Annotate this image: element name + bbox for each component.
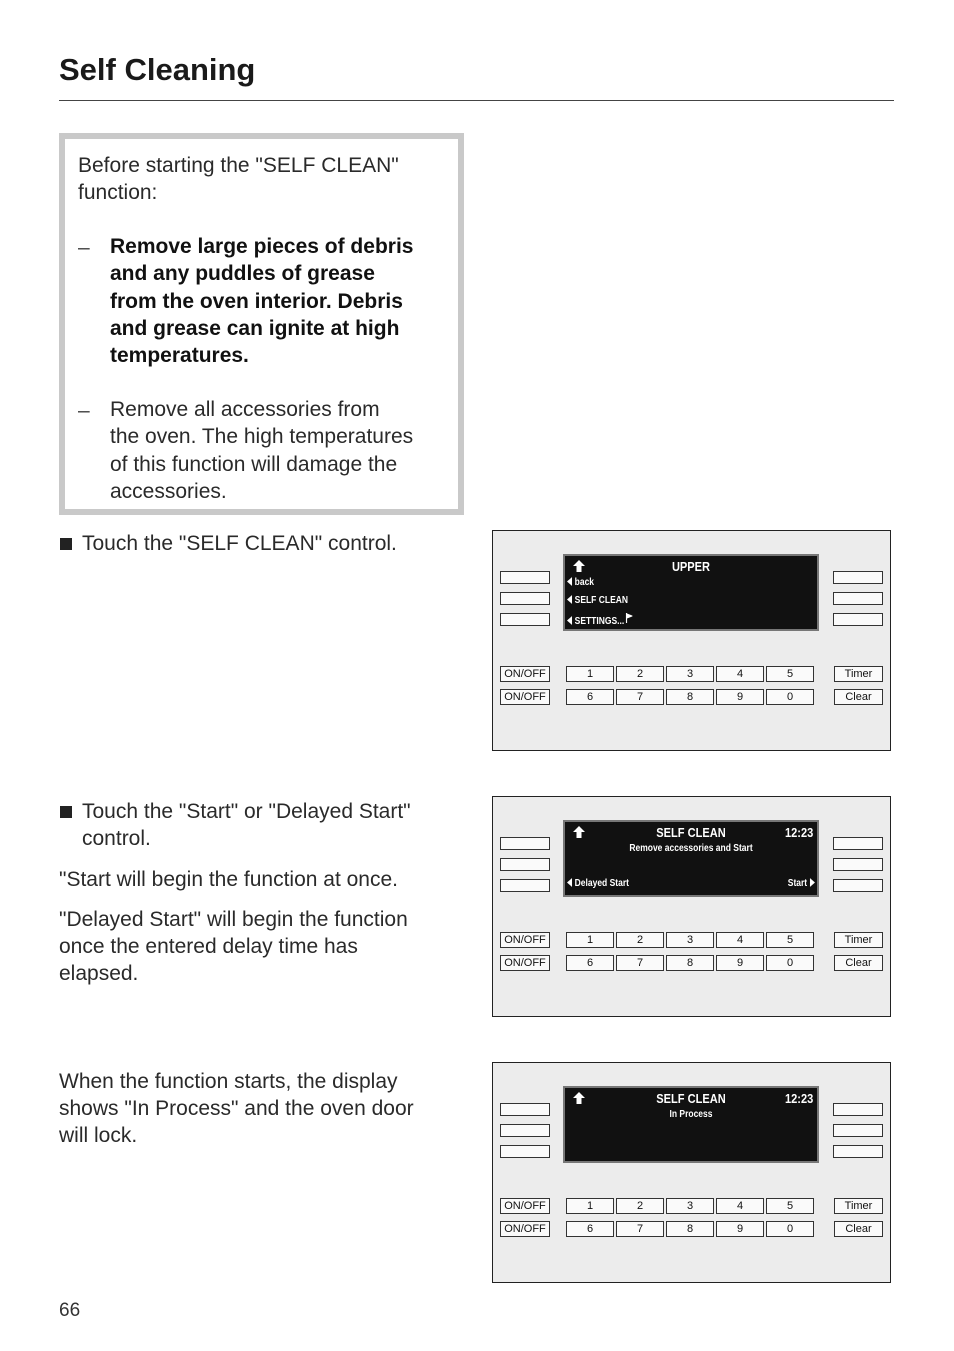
on-off-button[interactable]: ON/OFF <box>500 1198 550 1214</box>
display-menu-label: SETTINGS... <box>574 616 625 627</box>
display-action-label: Start <box>787 878 808 889</box>
keypad-key[interactable]: 6 <box>566 689 614 705</box>
left-softkey-button[interactable] <box>500 1124 550 1137</box>
left-softkey-button[interactable] <box>500 879 550 892</box>
keypad-key[interactable]: 6 <box>566 1221 614 1237</box>
keypad-key[interactable]: 4 <box>716 666 764 682</box>
flag-icon <box>626 613 633 623</box>
keypad-key[interactable]: 2 <box>616 666 664 682</box>
warning-box <box>59 133 464 515</box>
step-2-note-line: once the entered delay time has <box>59 935 358 958</box>
timer-button[interactable]: Timer <box>834 932 883 948</box>
on-off-button[interactable]: ON/OFF <box>500 666 550 682</box>
clear-button[interactable]: Clear <box>834 689 883 705</box>
keypad-key[interactable]: 0 <box>766 689 814 705</box>
warning-dash-1: – <box>78 236 90 259</box>
display-menu-item[interactable] <box>567 577 594 588</box>
warning-item-2-line: of this function will damage the <box>110 452 398 476</box>
right-softkey-button[interactable] <box>833 1145 883 1158</box>
keypad-key[interactable]: 2 <box>616 1198 664 1214</box>
oven-control-panel <box>492 1062 891 1283</box>
keypad-key[interactable]: 9 <box>716 1221 764 1237</box>
step-2-note-start: "Start will begin the function at once. <box>59 868 398 891</box>
step-3-line: shows "In Process" and the oven door <box>59 1097 414 1120</box>
right-softkey-button[interactable] <box>833 613 883 626</box>
keypad-key[interactable]: 4 <box>716 1198 764 1214</box>
left-softkey-button[interactable] <box>500 1145 550 1158</box>
keypad-key[interactable]: 8 <box>666 689 714 705</box>
keypad-key[interactable]: 8 <box>666 955 714 971</box>
keypad-key[interactable]: 5 <box>766 666 814 682</box>
warning-item-2-line: Remove all accessories from <box>110 398 380 421</box>
keypad-key[interactable]: 3 <box>666 666 714 682</box>
warning-item-1-line: from the oven interior. Debris <box>110 289 403 313</box>
display-screen <box>563 554 819 631</box>
right-softkey-button[interactable] <box>833 879 883 892</box>
step-3-text <box>59 1068 414 1149</box>
oven-control-panel <box>492 530 891 751</box>
warning-item-1-line: and grease can ignite at high <box>110 316 400 340</box>
keypad-key[interactable]: 2 <box>616 932 664 948</box>
oven-control-panel <box>492 796 891 1017</box>
page-title: Self Cleaning <box>59 52 256 87</box>
display-title: UPPER <box>671 559 711 574</box>
left-softkey-button[interactable] <box>500 613 550 626</box>
warning-item-1 <box>110 233 460 369</box>
keypad-key[interactable]: 7 <box>616 1221 664 1237</box>
keypad-key[interactable]: 6 <box>566 955 614 971</box>
display-time: 12:23 <box>784 1091 813 1106</box>
timer-button[interactable]: Timer <box>834 1198 883 1214</box>
left-triangle-icon <box>567 878 572 887</box>
display-menu-label: SELF CLEAN <box>574 595 629 606</box>
left-softkey-button[interactable] <box>500 837 550 850</box>
step-1-text: Touch the "SELF CLEAN" control. <box>82 532 397 555</box>
step-2-note-line: elapsed. <box>59 962 139 985</box>
display-subtitle: Remove accessories and Start <box>629 843 753 854</box>
bullet-icon <box>60 538 72 550</box>
keypad-key[interactable]: 7 <box>616 955 664 971</box>
display-title: SELF CLEAN <box>656 1091 726 1106</box>
left-softkey-button[interactable] <box>500 858 550 871</box>
keypad-key[interactable]: 3 <box>666 932 714 948</box>
left-triangle-icon <box>567 595 572 604</box>
timer-button[interactable]: Timer <box>834 666 883 682</box>
warning-intro: Before starting the "SELF CLEAN" function: <box>78 154 399 205</box>
step-2-text <box>82 798 411 852</box>
step-2-line: control. <box>82 827 151 850</box>
step-2-note-line: "Delayed Start" will begin the function <box>59 908 408 931</box>
warning-item-1-line: and any puddles of grease <box>110 262 375 286</box>
step-3-line: will lock. <box>59 1124 138 1147</box>
page-number: 66 <box>59 1300 81 1321</box>
keypad-key[interactable]: 3 <box>666 1198 714 1214</box>
left-triangle-icon <box>567 577 572 586</box>
warning-item-1-line: temperatures. <box>110 344 249 368</box>
right-triangle-icon <box>810 878 815 887</box>
keypad-key[interactable]: 1 <box>566 932 614 948</box>
display-title: SELF CLEAN <box>656 825 726 840</box>
step-2-line: Touch the "Start" or "Delayed Start" <box>82 800 411 823</box>
step-3-line: When the function starts, the display <box>59 1070 398 1093</box>
display-menu-label: back <box>574 577 595 588</box>
on-off-button[interactable]: ON/OFF <box>500 1221 550 1237</box>
on-off-button[interactable]: ON/OFF <box>500 955 550 971</box>
warning-item-2-line: the oven. The high temperatures <box>110 425 414 449</box>
bullet-icon <box>60 806 72 818</box>
keypad-key[interactable]: 5 <box>766 932 814 948</box>
keypad-key[interactable]: 5 <box>766 1198 814 1214</box>
display-start[interactable] <box>788 878 815 889</box>
on-off-button[interactable]: ON/OFF <box>500 689 550 705</box>
keypad-key[interactable]: 1 <box>566 1198 614 1214</box>
step-2-note-delayed <box>59 906 408 987</box>
right-softkey-button[interactable] <box>833 1103 883 1116</box>
right-softkey-button[interactable] <box>833 592 883 605</box>
clear-button[interactable]: Clear <box>834 955 883 971</box>
display-subtitle: In Process <box>669 1109 713 1120</box>
right-softkey-button[interactable] <box>833 571 883 584</box>
display-menu-item[interactable] <box>567 595 628 606</box>
title-divider <box>59 100 894 101</box>
warning-item-1-line: Remove large pieces of debris <box>110 235 414 258</box>
keypad-key[interactable]: 1 <box>566 666 614 682</box>
display-menu-item[interactable] <box>567 613 633 627</box>
keypad-key[interactable]: 4 <box>716 932 764 948</box>
keypad-key[interactable]: 0 <box>766 955 814 971</box>
display-delayed-start[interactable] <box>567 878 629 889</box>
display-time: 12:23 <box>784 825 813 840</box>
on-off-button[interactable]: ON/OFF <box>500 932 550 948</box>
keypad-key[interactable]: 0 <box>766 1221 814 1237</box>
warning-dash-2: – <box>78 399 90 422</box>
display-screen <box>563 1086 819 1163</box>
keypad-key[interactable]: 7 <box>616 689 664 705</box>
right-softkey-button[interactable] <box>833 858 883 871</box>
left-softkey-button[interactable] <box>500 592 550 605</box>
clear-button[interactable]: Clear <box>834 1221 883 1237</box>
left-softkey-button[interactable] <box>500 571 550 584</box>
left-softkey-button[interactable] <box>500 1103 550 1116</box>
warning-item-2 <box>110 396 460 505</box>
display-screen <box>563 820 819 897</box>
display-action-label: Delayed Start <box>574 878 629 889</box>
keypad-key[interactable]: 9 <box>716 689 764 705</box>
right-softkey-button[interactable] <box>833 1124 883 1137</box>
warning-item-2-line: accessories. <box>110 479 227 503</box>
keypad-key[interactable]: 9 <box>716 955 764 971</box>
keypad-key[interactable]: 8 <box>666 1221 714 1237</box>
left-triangle-icon <box>567 616 572 625</box>
right-softkey-button[interactable] <box>833 837 883 850</box>
